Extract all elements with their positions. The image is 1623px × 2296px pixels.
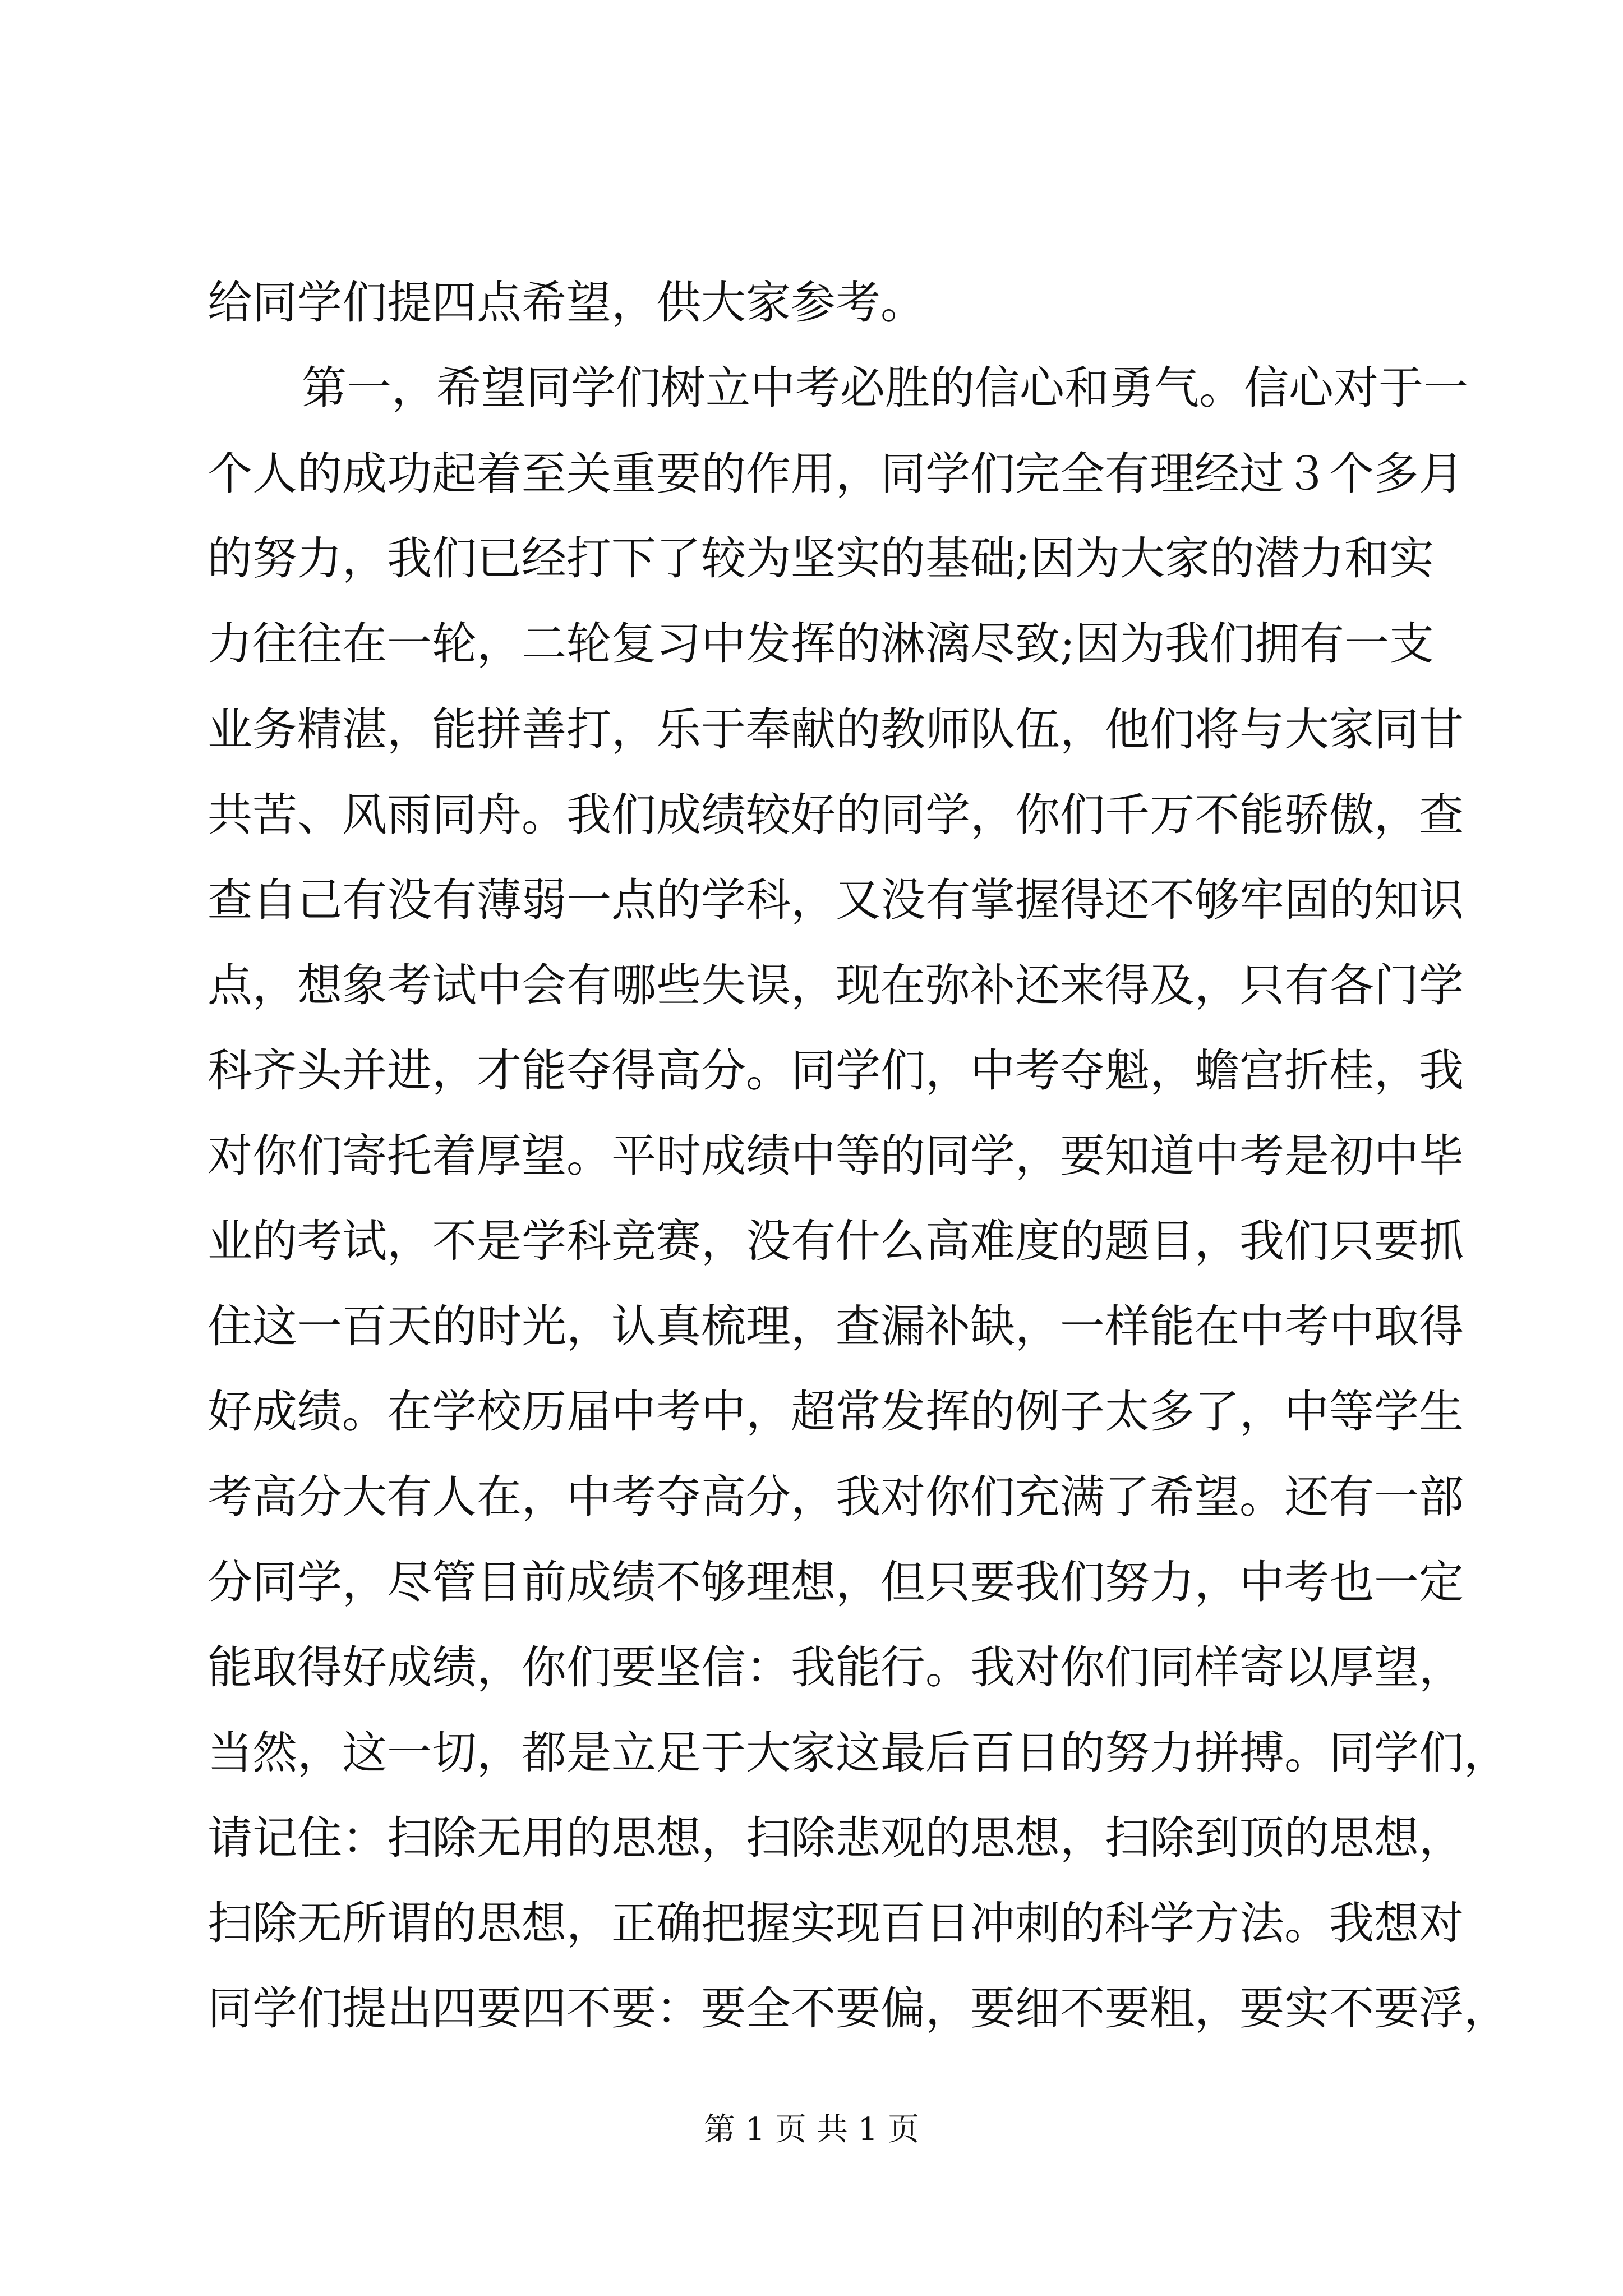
text-line: 能取得好成绩，你们要坚信：我能行。我对你们同样寄以厚望， <box>208 1641 1464 1694</box>
text-line: 业的考试，不是学科竞赛，没有什么高难度的题目，我们只要抓 <box>208 1215 1464 1267</box>
text-line: 扫除无所谓的思想，正确把握实现百日冲刺的科学方法。我想对 <box>208 1897 1464 1949</box>
text-line: 当然，这一切，都是立足于大家这最后百日的努力拼搏。同学们， <box>208 1727 1509 1779</box>
text-line: 第一，希望同学们树立中考必胜的信心和勇气。信心对于一 <box>302 362 1468 414</box>
page-footer: 第 1 页 共 1 页 <box>703 2111 920 2148</box>
text-line: 给同学们提四点希望，供大家参考。 <box>208 277 925 329</box>
text-line: 请记住：扫除无用的思想，扫除悲观的思想，扫除到顶的思想， <box>208 1812 1464 1864</box>
text-line: 的努力，我们已经打下了较为坚实的基础;因为大家的潜力和实 <box>208 532 1434 585</box>
text-line: 力往往在一轮，二轮复习中发挥的淋漓尽致;因为我们拥有一支 <box>208 618 1434 670</box>
text-line: 科齐头并进，才能夺得高分。同学们，中考夺魁，蟾宫折桂，我 <box>208 1045 1464 1097</box>
text-line: 对你们寄托着厚望。平时成绩中等的同学，要知道中考是初中毕 <box>208 1130 1464 1182</box>
text-line: 查自己有没有薄弱一点的学科，又没有掌握得还不够牢固的知识 <box>208 874 1464 926</box>
text-line: 共苦、风雨同舟。我们成绩较好的同学，你们千万不能骄傲，查 <box>208 789 1464 841</box>
text-line: 好成绩。在学校历届中考中，超常发挥的例子太多了，中等学生 <box>208 1386 1464 1438</box>
text-line: 分同学，尽管目前成绩不够理想，但只要我们努力，中考也一定 <box>208 1556 1464 1608</box>
text-line: 住这一百天的时光，认真梳理，查漏补缺，一样能在中考中取得 <box>208 1300 1464 1352</box>
text-line: 个人的成功起着至关重要的作用，同学们完全有理经过３个多月 <box>208 448 1464 500</box>
text-line: 业务精湛，能拼善打，乐于奉献的教师队伍，他们将与大家同甘 <box>208 703 1464 756</box>
text-line: 考高分大有人在，中考夺高分，我对你们充满了希望。还有一部 <box>208 1471 1464 1523</box>
text-line: 点，想象考试中会有哪些失误，现在弥补还来得及，只有各门学 <box>208 959 1464 1011</box>
text-line: 同学们提出四要四不要：要全不要偏，要细不要粗，要实不要浮， <box>208 1982 1509 2035</box>
